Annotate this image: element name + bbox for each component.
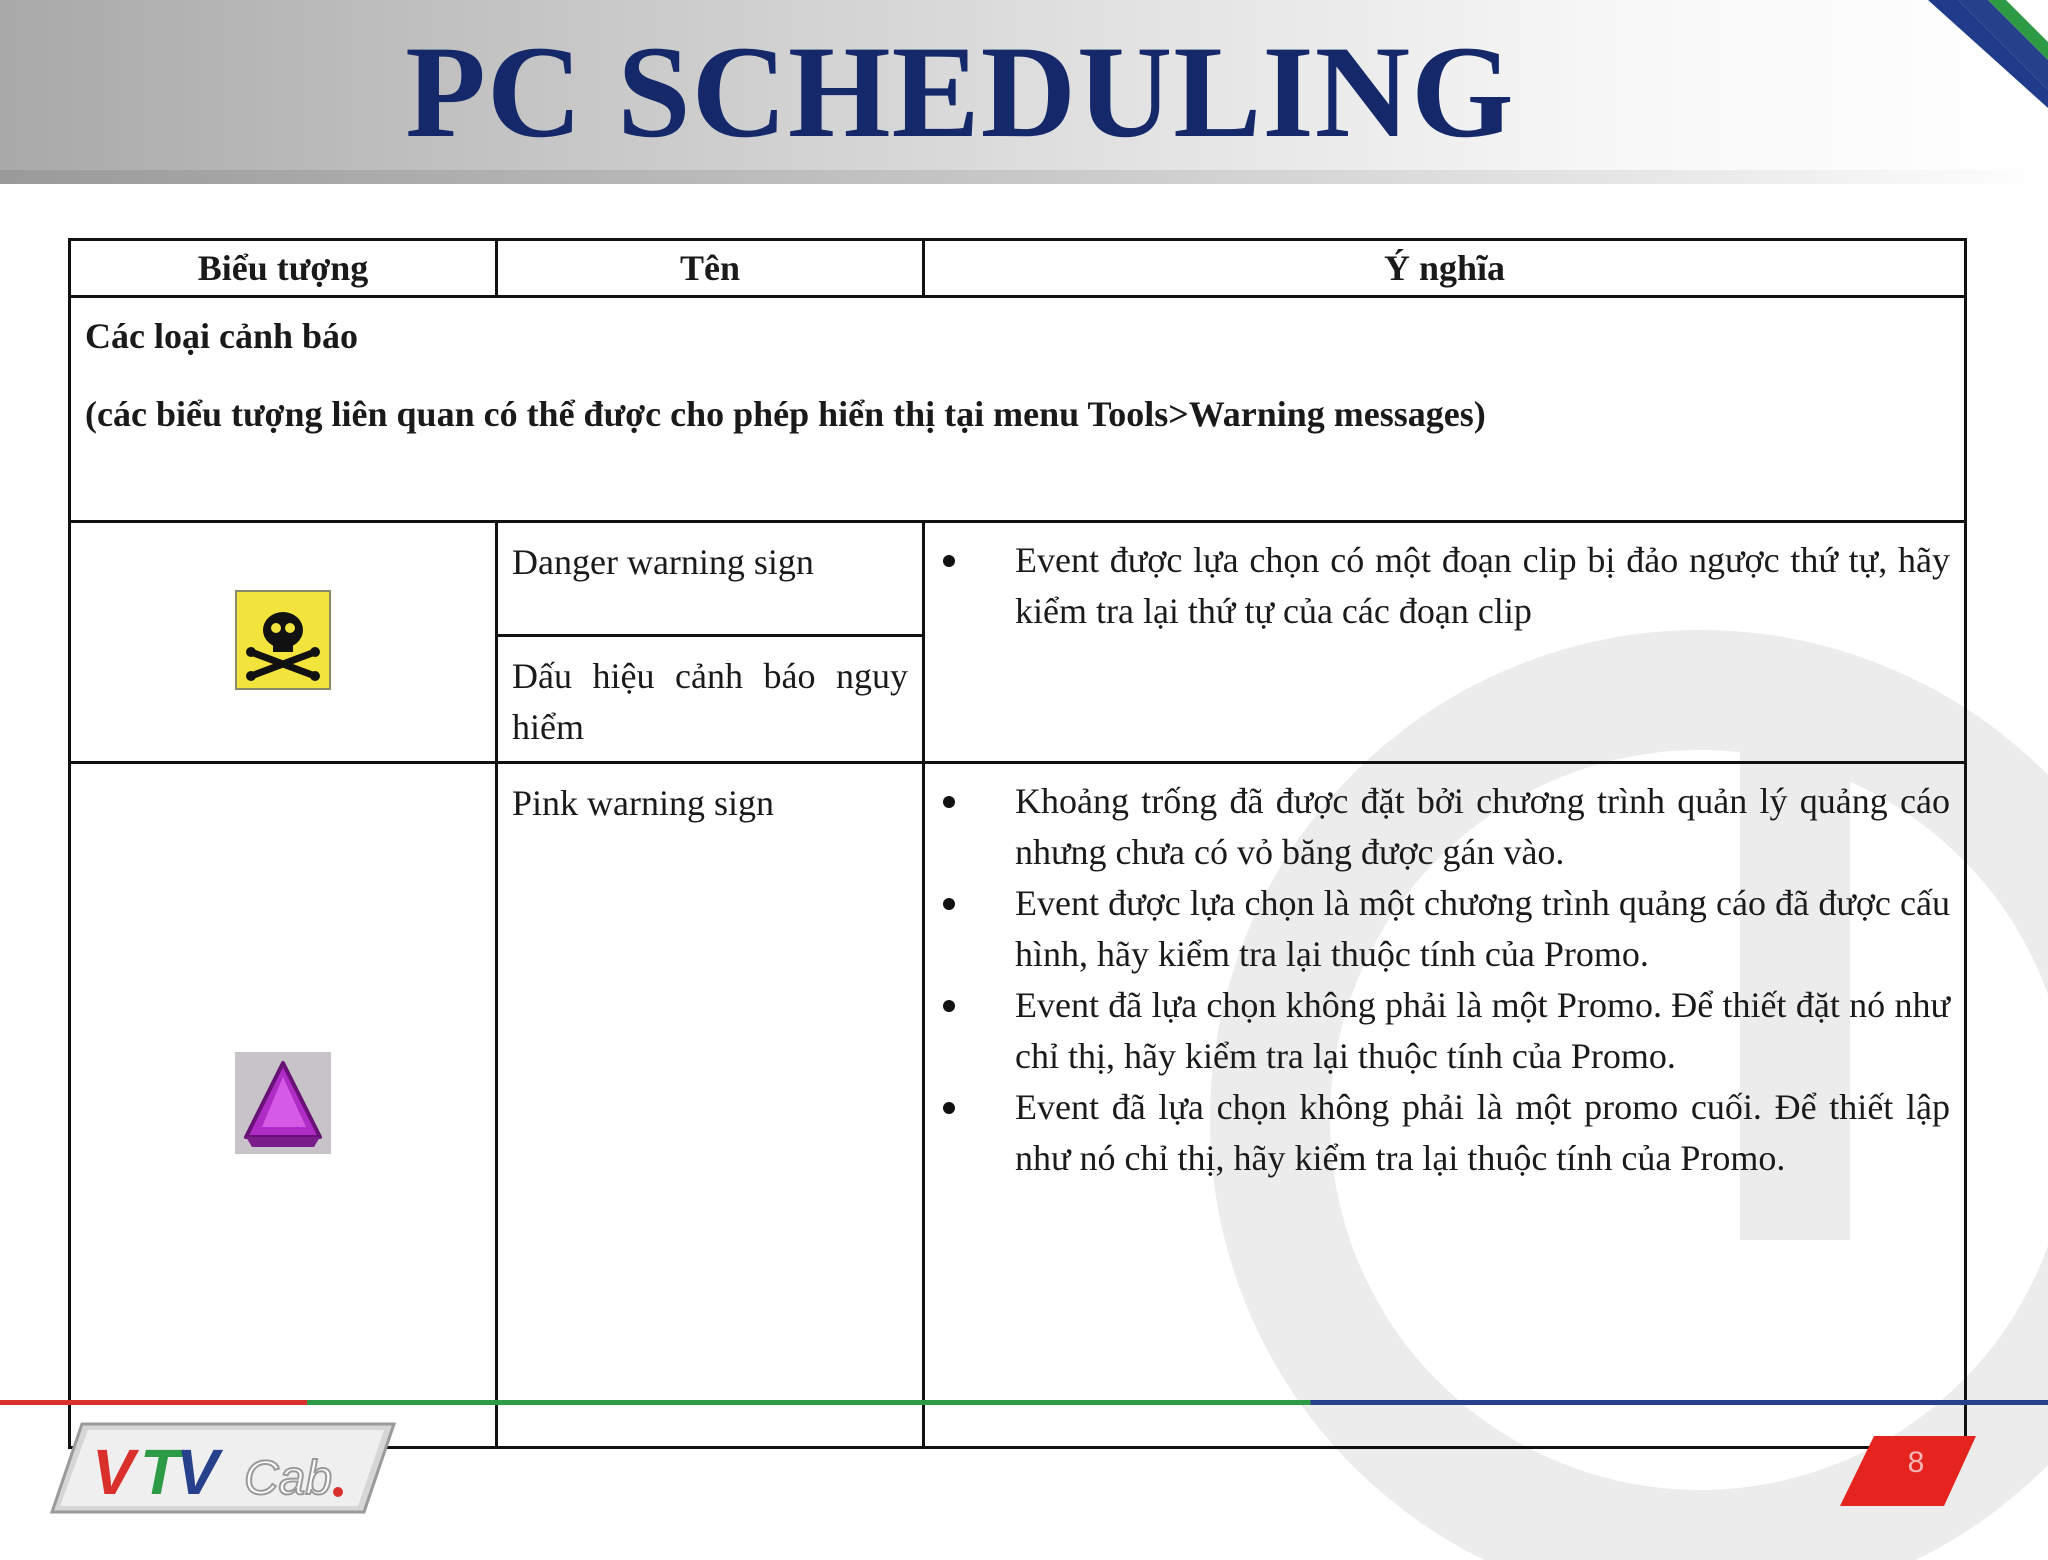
name-cell: Danger warning sign <box>497 522 924 636</box>
list-item: Event được lựa chọn có một đoạn clip bị đảo ngược thứ tự, hãy kiểm tra lại thứ tự của các đoạn clip <box>933 535 1950 637</box>
svg-text:V: V <box>92 1436 135 1508</box>
corner-stripes <box>1928 0 2048 120</box>
meaning-list <box>933 776 1950 1184</box>
svg-text:Cab: Cab <box>244 1452 333 1505</box>
svg-text:V: V <box>176 1436 219 1508</box>
table-row <box>70 522 1966 636</box>
page-title: PC SCHEDULING <box>405 18 1515 165</box>
meaning-list <box>933 535 1950 637</box>
icon-cell <box>70 522 497 763</box>
page-number: 8 <box>1907 1446 1925 1479</box>
table-header-row <box>70 240 1966 297</box>
warning-table <box>68 238 1967 1449</box>
header-rule <box>0 170 2048 184</box>
header-name: Tên <box>497 240 924 297</box>
list-item: Event đã lựa chọn không phải là một Promo. Để thiết đặt nó như chỉ thị, hãy kiểm tra lại thuộc tính của Promo. <box>933 980 1950 1082</box>
pink-warning-triangle-icon <box>234 1051 332 1160</box>
meaning-cell <box>924 763 1966 1448</box>
list-item: Khoảng trống đã được đặt bởi chương trình quản lý quảng cáo nhưng chưa có vỏ băng được gán vào. <box>933 776 1950 878</box>
table-row <box>70 763 1966 1448</box>
icon-cell <box>70 763 497 1448</box>
name-cell: Dấu hiệu cảnh báo nguy hiểm <box>497 636 924 763</box>
name-cell: Pink warning sign <box>497 763 924 1448</box>
footer-color-line <box>0 1400 2048 1405</box>
section-title: Các loại cảnh báo <box>85 316 359 356</box>
header-meaning: Ý nghĩa <box>924 240 1966 297</box>
list-item: Event đã lựa chọn không phải là một promo cuối. Để thiết lập như nó chỉ thị, hãy kiểm tra lại thuộc tính của Promo. <box>933 1082 1950 1184</box>
section-note: (các biểu tượng liên quan có thể được cho phép hiển thị tại menu Tools>Warning messages) <box>85 394 1486 434</box>
section-row <box>70 297 1966 522</box>
svg-text:T: T <box>140 1436 180 1508</box>
list-item: Event được lựa chọn là một chương trình quảng cáo đã được cấu hình, hãy kiểm tra lại thuộc tính của Promo. <box>933 878 1950 980</box>
section-cell <box>70 297 1966 522</box>
header-icon: Biểu tượng <box>70 240 497 297</box>
skull-crossbones-icon <box>235 590 331 695</box>
meaning-cell <box>924 522 1966 763</box>
vtvcab-logo <box>48 1420 400 1516</box>
